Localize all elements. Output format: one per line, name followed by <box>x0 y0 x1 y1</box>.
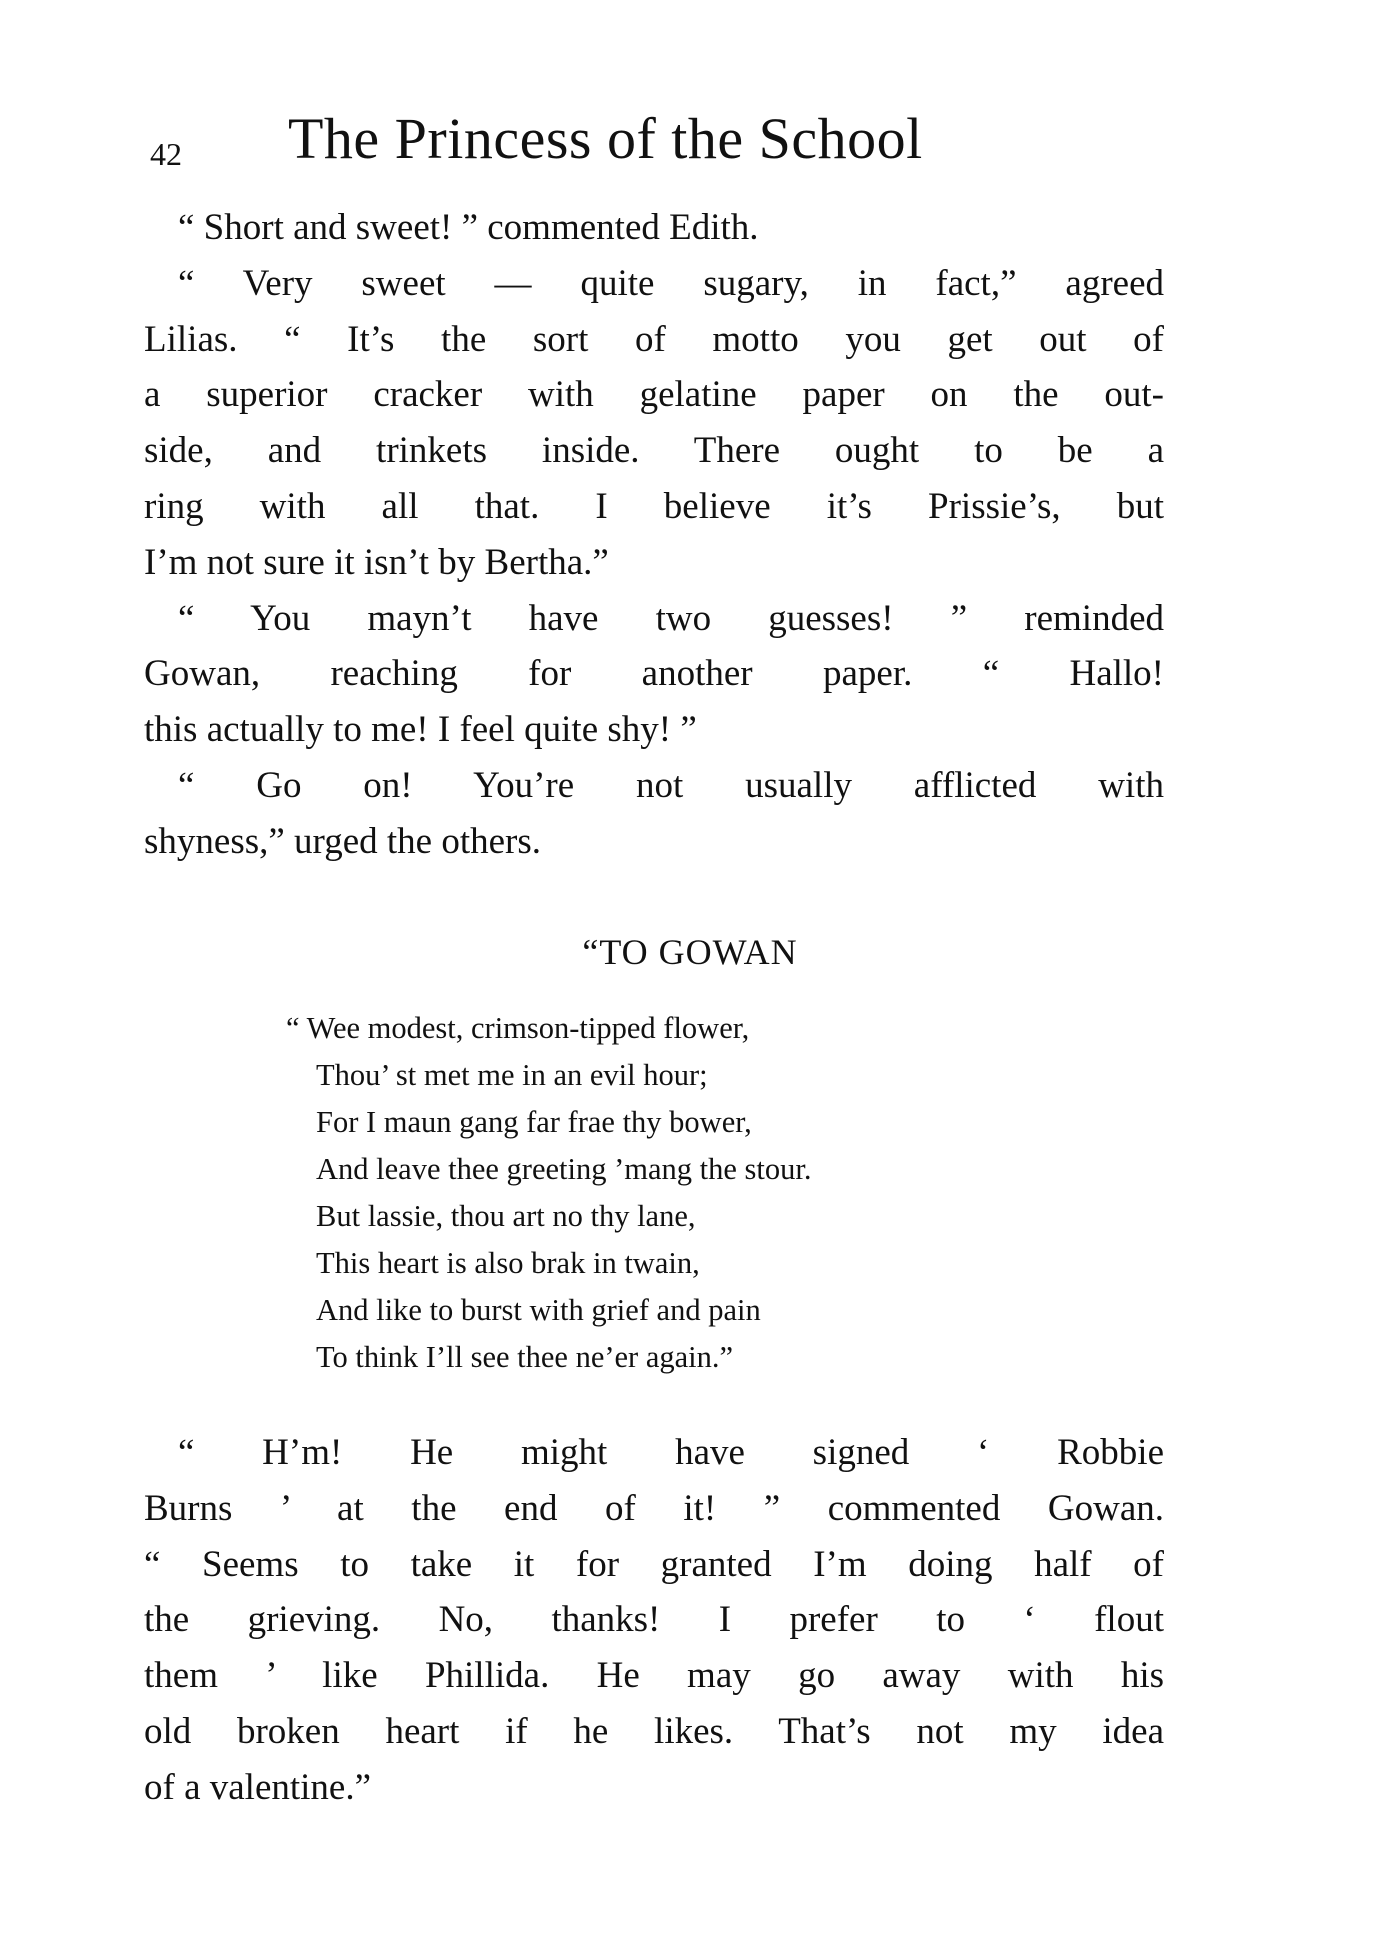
paragraph-line: Gowan, reaching for another paper. “ Hallo! <box>144 653 1164 695</box>
poem-line: Thou’ st met me in an evil hour; <box>316 1058 708 1092</box>
paragraph-line: “ Short and sweet! ” commented Edith. <box>178 207 759 248</box>
body-text-bottom <box>144 1425 1164 1816</box>
paragraph-line: “ Very sweet — quite sugary, in fact,” agreed <box>178 262 1164 304</box>
running-title: The Princess of the School <box>288 106 923 171</box>
paragraph-line: a superior cracker with gelatine paper on the out- <box>144 374 1164 416</box>
page-number: 42 <box>150 136 182 172</box>
poem-heading: “TO GOWAN <box>582 932 798 972</box>
paragraph-line: side, and trinkets inside. There ought to be a <box>144 430 1164 472</box>
paragraph-line: Lilias. “ It’s the sort of motto you get out of <box>144 318 1164 360</box>
paragraph-line: “ Seems to take it for granted I’m doing half of <box>144 1543 1164 1585</box>
poem <box>286 1005 811 1381</box>
paragraph-line: of a valentine.” <box>144 1766 372 1808</box>
paragraph-line: them ’ like Phillida. He may go away with his <box>144 1655 1164 1697</box>
paragraph-line: “ Go on! You’re not usually afflicted with <box>178 764 1164 806</box>
poem-line: And like to burst with grief and pain <box>316 1293 761 1327</box>
poem-line: This heart is also brak in twain, <box>316 1246 700 1280</box>
paragraph-line: I’m not sure it isn’t by Bertha.” <box>144 541 609 583</box>
poem-line: “ Wee modest, crimson-tipped flower, <box>286 1011 750 1045</box>
paragraph-line: old broken heart if he likes. That’s not my idea <box>144 1710 1164 1752</box>
poem-line: For I maun gang far frae thy bower, <box>316 1105 752 1139</box>
page-header <box>0 0 1380 200</box>
body-text-top <box>144 200 1164 870</box>
poem-line: And leave thee greeting ’mang the stour. <box>316 1152 812 1186</box>
paragraph-line: “ H’m! He might have signed ‘ Robbie <box>178 1432 1164 1473</box>
poem-line: But lassie, thou art no thy lane, <box>316 1199 696 1233</box>
paragraph-line: Burns ’ at the end of it! ” commented Gowan. <box>144 1487 1164 1529</box>
poem-line: To think I’ll see thee ne’er again.” <box>316 1340 734 1374</box>
paragraph-line: “ You mayn’t have two guesses! ” reminded <box>178 597 1164 639</box>
paragraph-line: shyness,” urged the others. <box>144 820 541 862</box>
paragraph-line: ring with all that. I believe it’s Prissie’s, but <box>144 485 1164 527</box>
paragraph-line: the grieving. No, thanks! I prefer to ‘ flout <box>144 1599 1164 1641</box>
paragraph-line: this actually to me! I feel quite shy! ” <box>144 709 697 751</box>
